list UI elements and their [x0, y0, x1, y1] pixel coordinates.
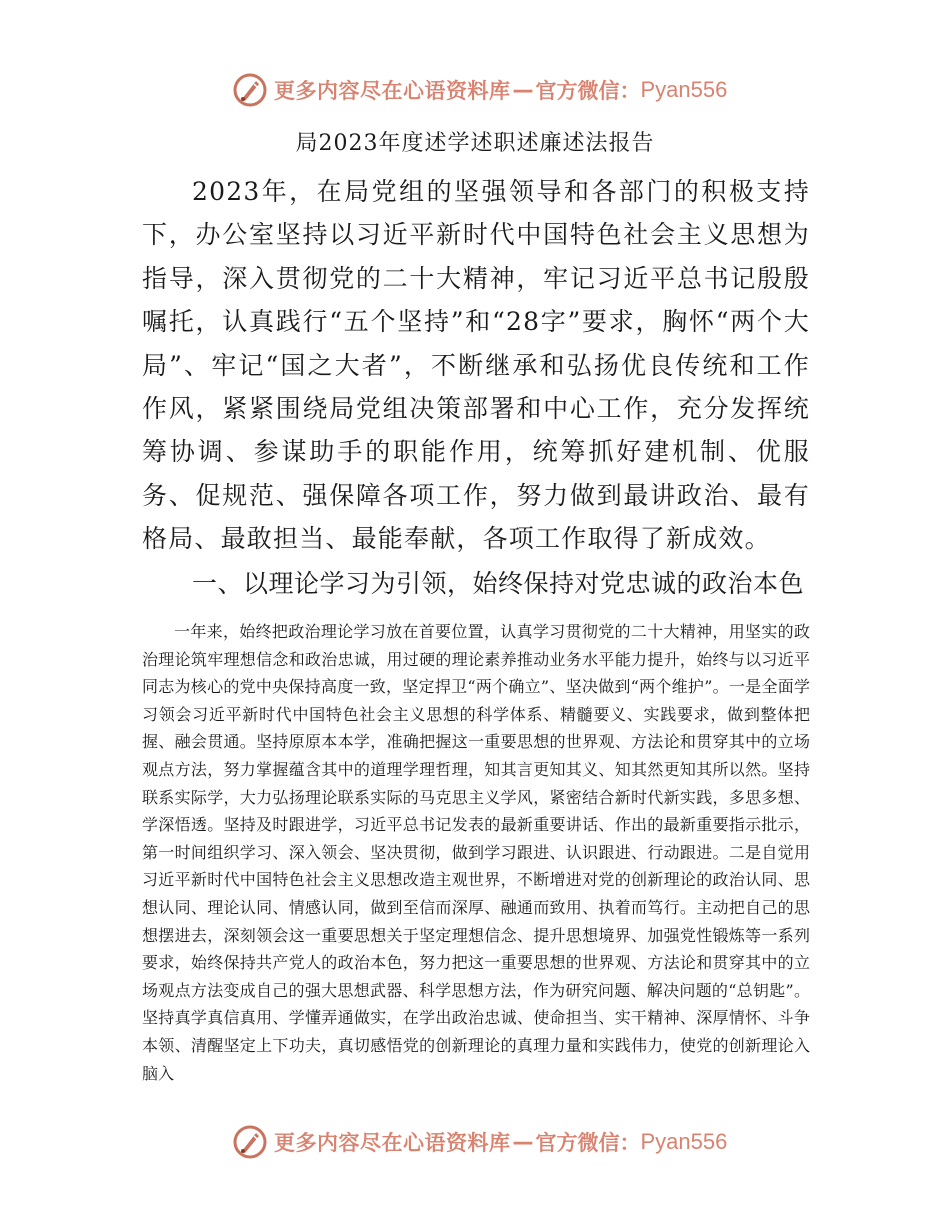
section-heading: 一、以理论学习为引领，始终保持对党忠诚的政治本色 — [192, 569, 805, 598]
banner-separator: — — [512, 78, 534, 102]
quill-logo-icon — [232, 72, 268, 108]
quill-logo-icon — [232, 1124, 268, 1160]
header-watermark-banner — [232, 70, 727, 110]
banner-wechat-id: Pyan556 — [640, 77, 728, 102]
document-title: 局2023年度述学述职述廉述法报告 — [295, 131, 655, 156]
banner-separator: — — [512, 1130, 534, 1154]
banner-wechat-id: Pyan556 — [640, 1129, 728, 1154]
banner-site-text: 更多内容尽在心语资料库 — [274, 1131, 511, 1155]
intro-paragraph: 2023年，在局党组的坚强领导和各部门的积极支持下，办公室坚持以习近平新时代中国特色社会主义思想为指导，深入贯彻党的二十大精神，牢记习近平总书记殷殷嘱托，认真践行“五个坚持”和“28字”要求，胸怀“两个大局”、牢记“国之大者”，不断继承和弘扬优良传统和工作作风，紧紧围绕局党组决策部署和中心工作，充分发挥统筹协调、参谋助手的职能作用，统筹抓好建机制、优服务、促规范、强保障各项工作，努力做到最讲政治、最有格局、最敢担当、最能奉献，各项工作取得了新成效。 — [142, 177, 810, 554]
banner-wechat-label: 官方微信： — [535, 79, 641, 103]
banner-wechat-label: 官方微信： — [535, 1131, 641, 1155]
banner-site-text: 更多内容尽在心语资料库 — [274, 79, 511, 103]
footer-watermark-banner — [232, 1122, 727, 1162]
section-body-paragraph: 一年来，始终把政治理论学习放在首要位置，认真学习贯彻党的二十大精神，用坚实的政治理论筑牢理想信念和政治忠诚，用过硬的理论素养推动业务水平能力提升，始终与以习近平同志为核心的党中央保持高度一致，坚定捍卫“两个确立”、坚决做到“两个维护”。一是全面学习领会习近平新时代中国特色社会主义思想的科学体系、精髓要义、实践要求，做到整体把握、融会贯通。坚持原原本本学，准确把握这一重要思想的世界观、方法论和贯穿其中的立场观点方法，努力掌握蕴含其中的道理学理哲理，知其言更知其义、知其然更知其所以然。坚持联系实际学，大力弘扬理论联系实际的马克思主义学风，紧密结合新时代新实践，多思多想、学深悟透。坚持及时跟进学，习近平总书记发表的最新重要讲话、作出的最新重要指示批示，第一时间组织学习、深入领会、坚决贯彻，做到学习跟进、认识跟进、行动跟进。二是自觉用习近平新时代中国特色社会主义思想改造主观世界，不断增进对党的创新理论的政治认同、思想认同、理论认同、情感认同，做到至信而深厚、融通而致用、执着而笃行。主动把自己的思想摆进去，深刻领会这一重要思想关于坚定理想信念、提升思想境界、加强党性锻炼等一系列要求，始终保持共产党人的政治本色，努力把这一重要思想的世界观、方法论和贯穿其中的立场观点方法变成自己的强大思想武器、科学思想方法，作为研究问题、解决问题的“总钥匙”。坚持真学真信真用、学懂弄通做实，在学出政治忠诚、使命担当、实干精神、深厚情怀、斗争本领、清醒坚定上下功夫，真切感悟党的创新理论的真理力量和实践伟力，使党的创新理论入脑入 — [142, 622, 810, 1083]
